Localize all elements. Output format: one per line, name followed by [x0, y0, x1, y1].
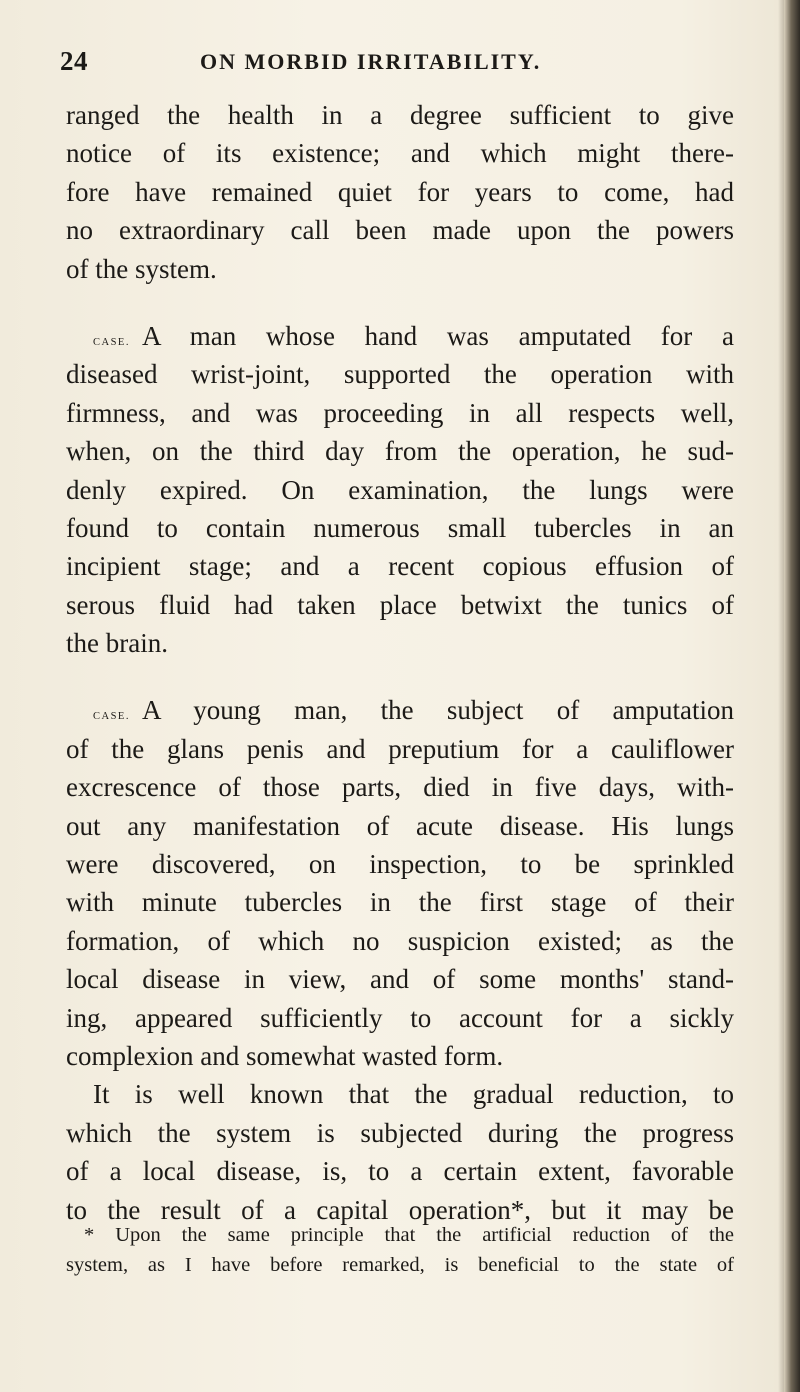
running-head	[60, 46, 750, 82]
footnote	[66, 1220, 734, 1280]
text-line	[66, 691, 734, 729]
text-line: out any manifestation of acute disease. His lungs	[66, 810, 734, 841]
text-line: ranged the health in a degree sufficient to give	[66, 100, 734, 130]
case-paragraph	[66, 317, 734, 663]
text-line: complexion and somewhat wasted form.	[66, 1040, 504, 1071]
paragraph	[66, 1075, 734, 1229]
text-line-content: A young man, the subject of amputation	[141, 695, 734, 726]
text-line: fore have remained quiet for years to come, had	[66, 176, 734, 207]
footnote-line: system, as I have before remarked, is beneficial to the state of	[66, 1254, 734, 1276]
text-line: ing, appeared sufficiently to account for a sickly	[66, 1002, 734, 1033]
text-line: diseased wrist-joint, supported the operation with	[66, 359, 734, 390]
text-line: were discovered, on inspection, to be sprinkled	[66, 849, 734, 880]
text-line: of the glans penis and preputium for a cauliflower	[66, 733, 734, 764]
text-line: It is well known that the gradual reduction, to	[93, 1079, 734, 1110]
text-line: found to contain numerous small tubercles in an	[66, 512, 734, 543]
text-line-content: A man whose hand was amputated for a	[141, 320, 734, 351]
running-title: ON MORBID IRRITABILITY.	[200, 49, 542, 74]
case-marker: CASE.	[93, 711, 130, 723]
text-line: local disease in view, and of some months' stand-	[66, 964, 734, 995]
text-line: when, on the third day from the operation, he sud-	[66, 436, 734, 467]
case-paragraph	[66, 691, 734, 1075]
body-text	[66, 96, 734, 1229]
book-binding-edge	[784, 0, 800, 1392]
text-line: serous fluid had taken place betwixt the tunics of	[66, 589, 734, 620]
text-line: notice of its existence; and which might there-	[66, 138, 734, 169]
text-line: no extraordinary call been made upon the powers	[66, 215, 734, 246]
text-line: to the result of a capital operation*, but it may be	[66, 1194, 734, 1225]
text-line: of the system.	[66, 253, 217, 284]
text-line: formation, of which no suspicion existed; as the	[66, 925, 734, 956]
page-number: 24	[60, 46, 88, 76]
text-line: denly expired. On examination, the lungs were	[66, 474, 734, 505]
text-line: with minute tubercles in the first stage of their	[66, 887, 734, 918]
footnote-line: * Upon the same principle that the artificial reduction of the	[84, 1224, 734, 1246]
text-line: of a local disease, is, to a certain extent, favorable	[66, 1156, 734, 1187]
text-line: excrescence of those parts, died in five days, with-	[66, 772, 734, 803]
text-line: the brain.	[66, 628, 168, 659]
text-line: incipient stage; and a recent copious effusion of	[66, 551, 734, 582]
case-marker: CASE.	[93, 336, 130, 348]
text-line	[66, 317, 734, 355]
text-line: firmness, and was proceeding in all respects well,	[66, 397, 734, 428]
text-line: which the system is subjected during the progress	[66, 1117, 734, 1148]
paragraph	[66, 96, 734, 288]
